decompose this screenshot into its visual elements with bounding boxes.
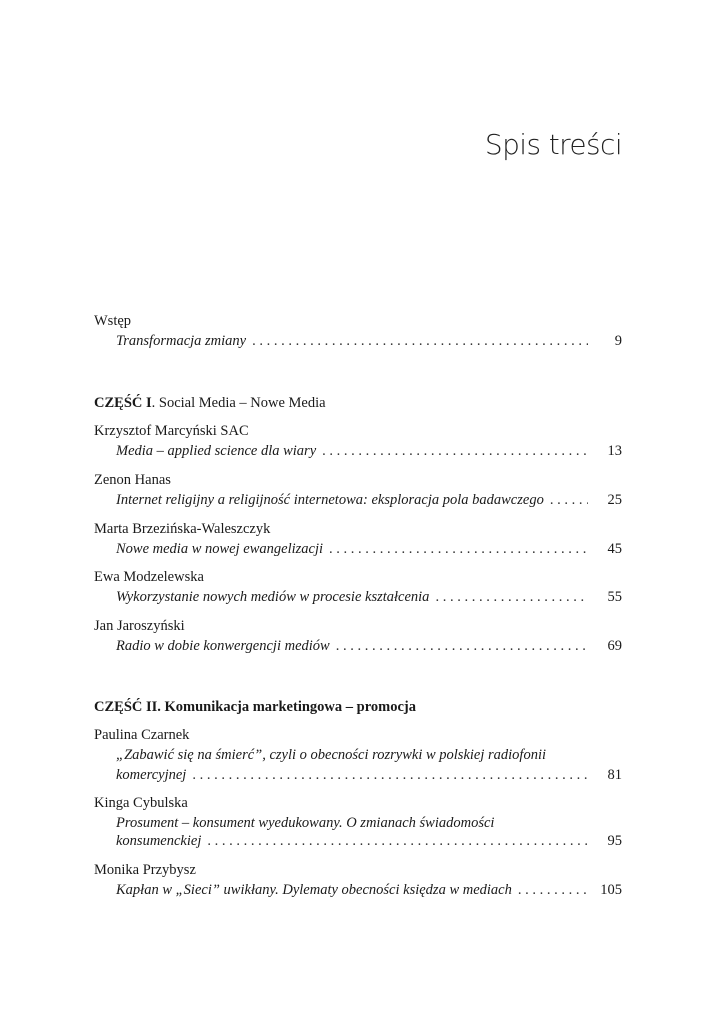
- entry-title-line1[interactable]: „Zabawić się na śmierć”, czyli o obecności rozrywki w polskiej radiofonii: [116, 747, 547, 763]
- dot-leader: [336, 636, 588, 656]
- entry-title: Wykorzystanie nowych mediów w procesie kształcenia: [116, 589, 430, 605]
- dot-leader: [550, 490, 588, 510]
- page-number: 55: [607, 589, 622, 605]
- entry-author: Paulina Czarnek: [94, 727, 190, 743]
- entry-author: Krzysztof Marcyński SAC: [94, 423, 249, 439]
- part-heading: CZĘŚĆ II. Komunikacja marketingowa – promocja: [94, 699, 416, 715]
- dot-leader: [207, 831, 588, 851]
- dot-leader: [322, 441, 588, 461]
- page-number: 9: [614, 333, 622, 349]
- entry-title: Nowe media w nowej ewangelizacji: [116, 541, 324, 557]
- toc-entry[interactable]: [116, 490, 622, 510]
- part-heading: [94, 393, 624, 413]
- toc-entry[interactable]: [116, 831, 622, 851]
- entry-title: Internet religijny a religijność internetowa: eksploracja pola badawczego: [116, 492, 544, 508]
- page-number: 45: [607, 541, 622, 557]
- dot-leader: [435, 587, 588, 607]
- part-number: CZĘŚĆ I: [94, 395, 152, 411]
- dot-leader: [329, 539, 588, 559]
- entry-title-line1[interactable]: Prosument – konsument wyedukowany. O zmianach świadomości: [116, 815, 495, 831]
- entry-title: Transformacja zmiany: [116, 333, 247, 349]
- dot-leader: [252, 331, 588, 351]
- toc-entry[interactable]: [116, 587, 622, 607]
- page-number: 25: [607, 492, 622, 508]
- page-number: 13: [607, 443, 622, 459]
- page-number: 69: [607, 638, 622, 654]
- toc-entry[interactable]: [116, 539, 622, 559]
- entry-author: Marta Brzezińska-Waleszczyk: [94, 521, 271, 537]
- entry-author: Monika Przybysz: [94, 862, 196, 878]
- entry-title: Radio w dobie konwergencji mediów: [116, 638, 330, 654]
- entry-author: Zenon Hanas: [94, 472, 171, 488]
- entry-author: Kinga Cybulska: [94, 795, 188, 811]
- toc-entry[interactable]: [116, 636, 622, 656]
- entry-author: Ewa Modzelewska: [94, 569, 204, 585]
- entry-author: Jan Jaroszyński: [94, 618, 185, 634]
- entry-title: Media – applied science dla wiary: [116, 443, 317, 459]
- toc-entry[interactable]: [116, 441, 622, 461]
- dot-leader: [518, 880, 588, 900]
- toc-entry-intro[interactable]: [116, 331, 622, 351]
- page-number: 81: [607, 767, 622, 783]
- intro-label: Wstęp: [94, 313, 132, 329]
- part-subtitle-joiner: . Social Media – Nowe Media: [151, 395, 326, 411]
- toc-entry[interactable]: [116, 880, 622, 900]
- entry-title: Kapłan w „Sieci” uwikłany. Dylematy obecności księdza w mediach: [116, 882, 512, 898]
- entry-title: komercyjnej: [116, 767, 187, 783]
- page-number: 95: [607, 833, 622, 849]
- dot-leader: [192, 765, 588, 785]
- entry-title: konsumenckiej: [116, 833, 202, 849]
- page-number: 105: [600, 882, 622, 898]
- page-title: Spis treści: [484, 128, 622, 161]
- toc-entry[interactable]: [116, 765, 622, 785]
